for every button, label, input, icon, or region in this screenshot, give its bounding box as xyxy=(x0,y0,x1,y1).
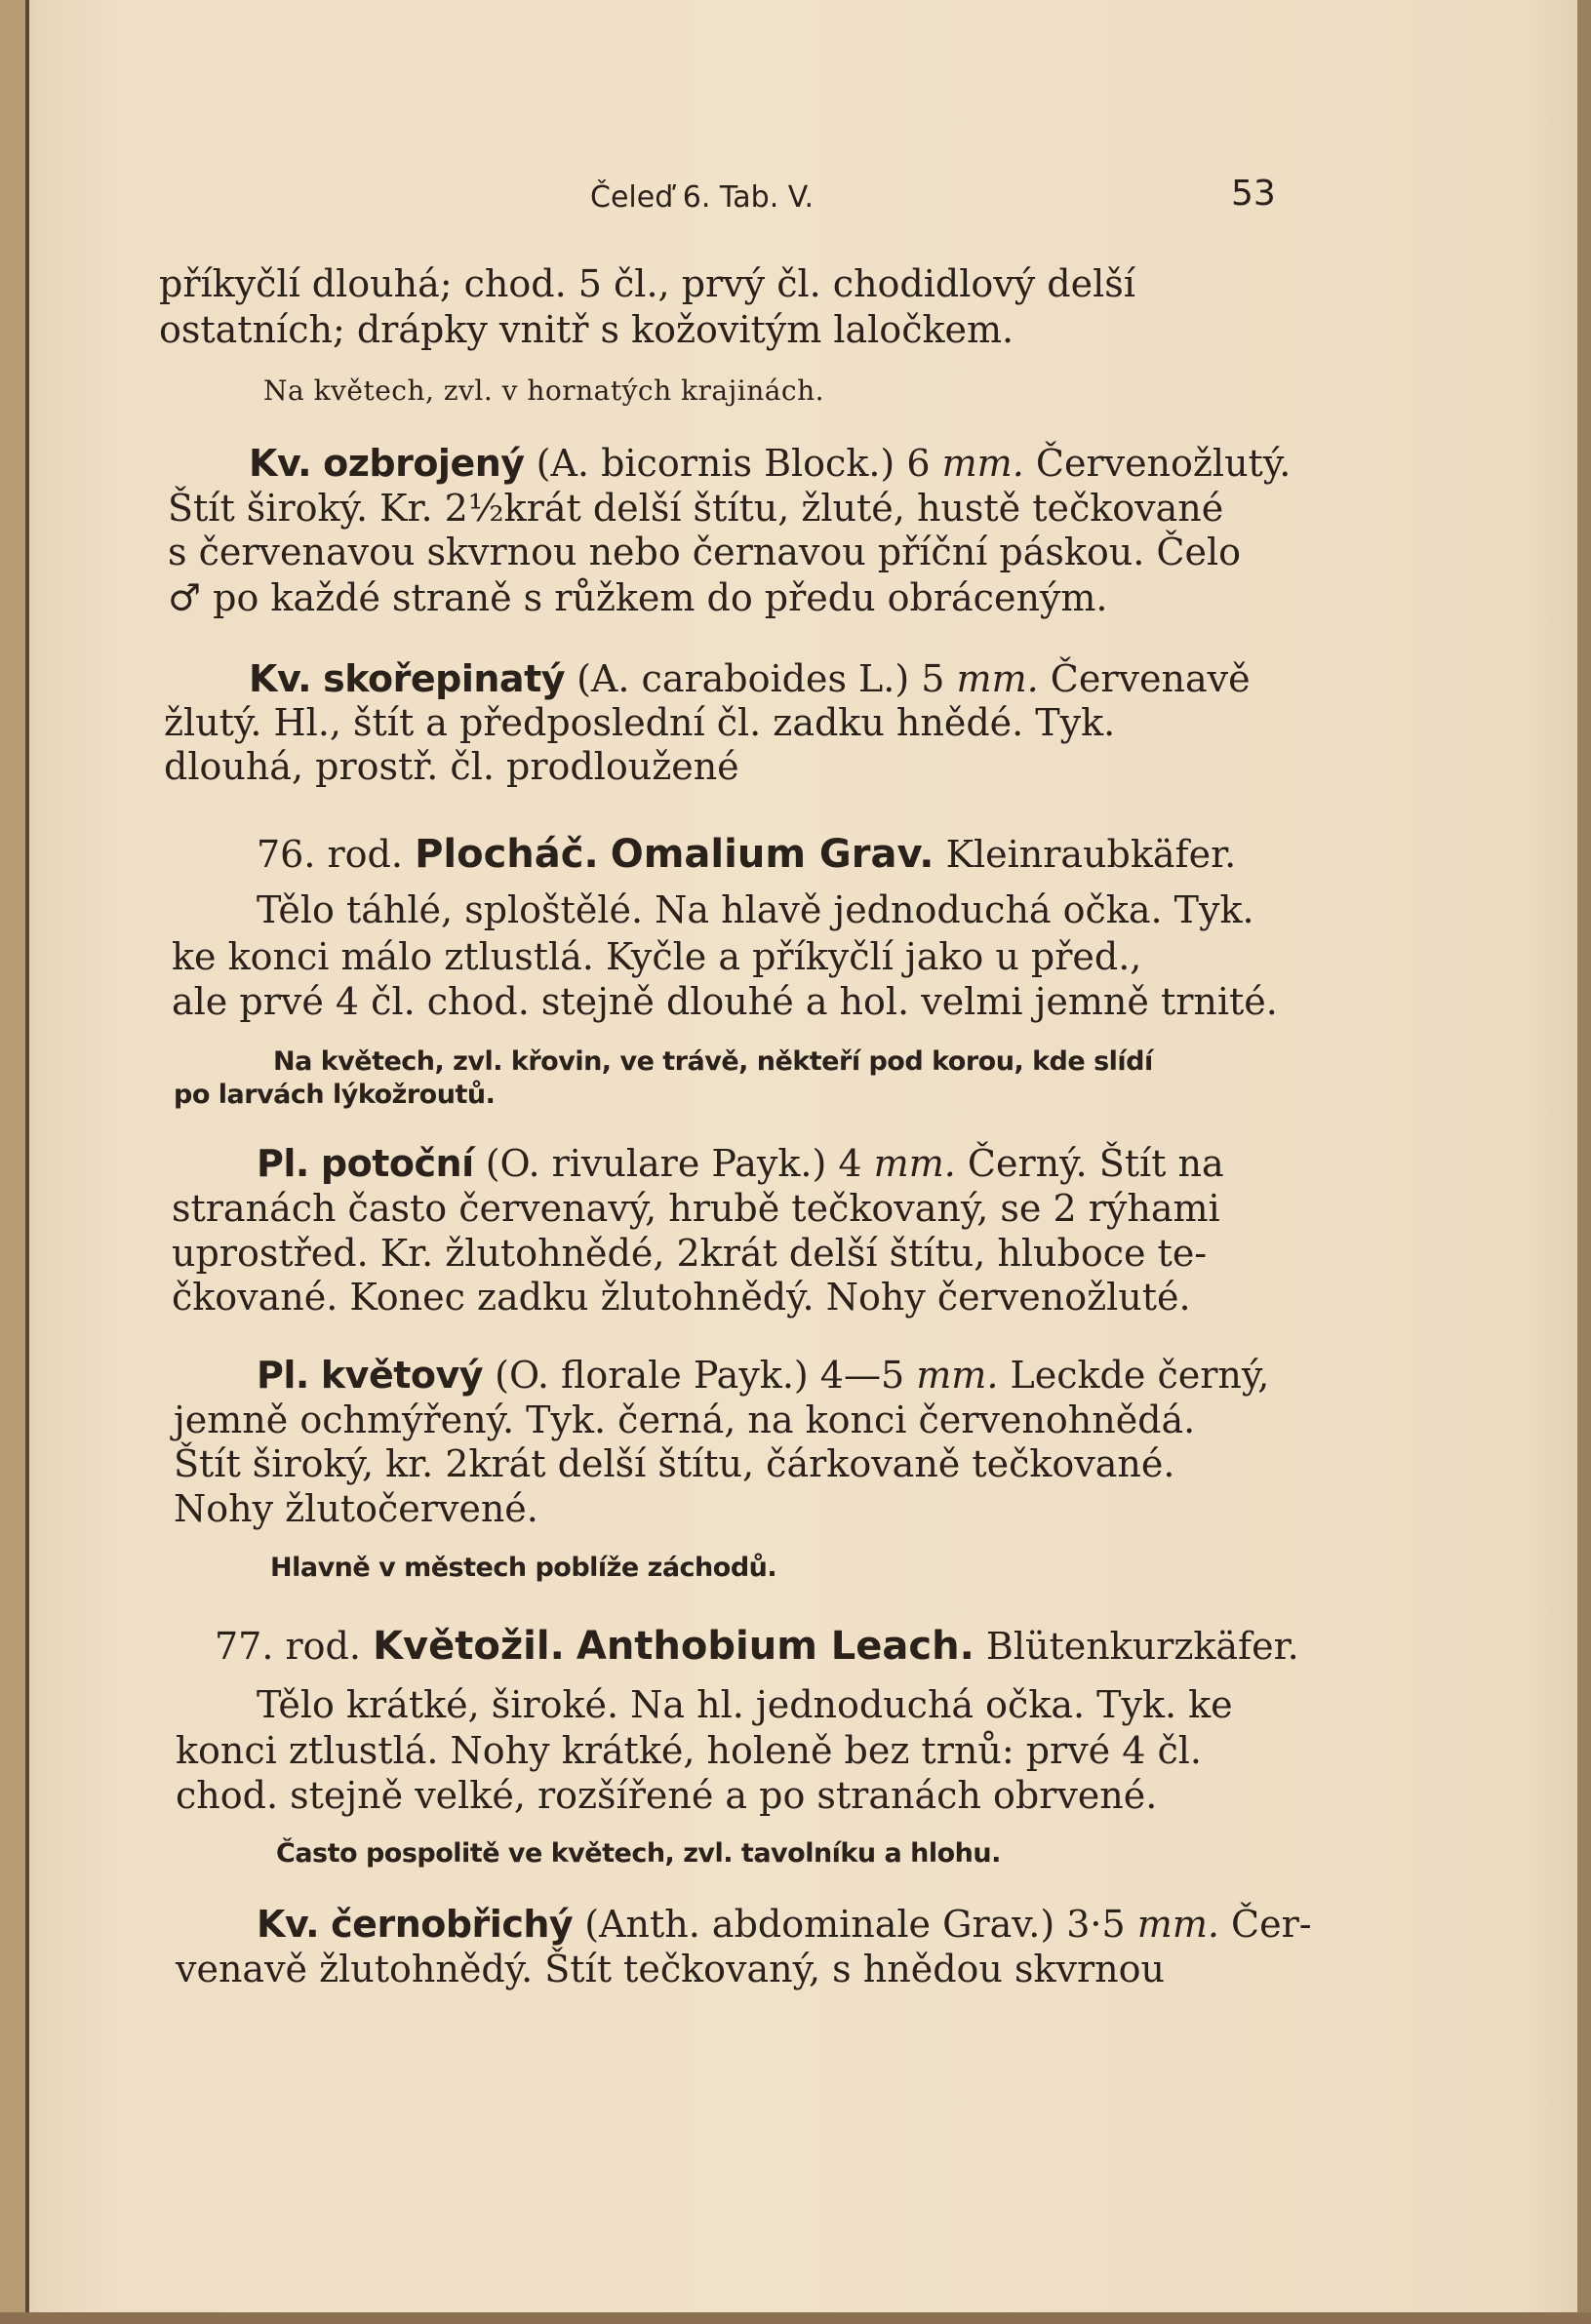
genus-abbreviation: Pl. xyxy=(257,1354,309,1397)
text-line: uprostřed. Kr. žlutohnědé, 2krát delší štítu, hluboce te- xyxy=(172,1232,1208,1275)
species-name: květový xyxy=(320,1354,484,1397)
note-line: Na květech, zvl. křovin, ve trávě, někteří pod korou, kde slídí xyxy=(273,1046,1153,1077)
text-line: čkované. Konec zadku žlutohnědý. Nohy červenožluté. xyxy=(172,1276,1191,1319)
genus-abbreviation: Kv. xyxy=(257,1903,320,1946)
species-entry-kvetovy xyxy=(257,1353,1269,1398)
text-span: Leckde černý, xyxy=(1010,1354,1270,1397)
species-name: ozbrojený xyxy=(323,442,525,485)
text-line: Štít široký, kr. 2krát delší štítu, čárkovaně tečkované. xyxy=(174,1442,1175,1485)
unit: mm. xyxy=(916,1354,999,1397)
rank-label: 76. rod. xyxy=(257,833,403,876)
unit: mm. xyxy=(873,1142,956,1185)
genus-abbreviation: Kv. xyxy=(249,657,312,700)
note-line: Hlavně v městech poblíže záchodů. xyxy=(270,1553,777,1583)
text-line: chod. stejně velké, rozšířené a po stranách obrvené. xyxy=(176,1774,1158,1817)
species-entry-cernobrichy xyxy=(257,1902,1312,1947)
species-entry-ozbrojeny xyxy=(249,441,1291,486)
text-line: stranách často červenavý, hrubě tečkovaný, se 2 rýhami xyxy=(172,1187,1220,1230)
text-line: příkyčlí dlouhá; chod. 5 čl., prvý čl. chodidlový delší xyxy=(159,262,1135,305)
page-number: 53 xyxy=(1231,174,1276,214)
genus-latin-name: Omalium Grav. xyxy=(610,832,935,877)
genus-abbreviation: Kv. xyxy=(249,442,312,485)
species-name: skořepinatý xyxy=(323,657,566,700)
page-edge-bottom xyxy=(0,2312,1591,2324)
species-entry-potocni xyxy=(257,1141,1224,1186)
unit: mm. xyxy=(941,442,1024,485)
text-line: s červenavou skvrnou nebo černavou příční páskou. Čelo xyxy=(168,531,1242,573)
note-line: po larvách lýkožroutů. xyxy=(174,1080,496,1110)
text-line: ♂ po každé straně s růžkem do předu obráceným. xyxy=(168,576,1108,619)
german-name: Kleinraubkäfer. xyxy=(945,833,1237,876)
genus-latin-name: Anthobium Leach. xyxy=(576,1624,974,1669)
genus-czech-name: Plocháč. xyxy=(415,832,599,877)
text-line: Nohy žlutočervené. xyxy=(174,1487,538,1530)
note-line: Často pospolitě ve květech, zvl. tavolníku a hlohu. xyxy=(276,1838,1001,1869)
text-span: (Anth. abdominale Grav.) 3·5 xyxy=(584,1903,1126,1946)
text-line: venavě žlutohnědý. Štít tečkovaný, s hnědou skvrnou xyxy=(176,1948,1165,1990)
species-name: potoční xyxy=(320,1142,474,1185)
text-line: ale prvé 4 čl. chod. stejně dlouhé a hol. velmi jemně trnité. xyxy=(172,980,1278,1023)
text-line: Štít široký. Kr. 2½krát delší štítu, žluté, hustě tečkované xyxy=(168,487,1224,530)
german-name: Blütenkurzkäfer. xyxy=(985,1625,1299,1668)
text-line: Tělo krátké, široké. Na hl. jednoduchá očka. Tyk. ke xyxy=(257,1683,1233,1726)
text-line: ostatních; drápky vnitř s kožovitým laločkem. xyxy=(159,308,1014,351)
text-span: Červenožlutý. xyxy=(1035,442,1292,485)
text-span: (A. caraboides L.) 5 xyxy=(577,657,945,700)
text-span: Černý. Štít na xyxy=(967,1142,1224,1185)
genus-heading-omalium xyxy=(257,832,1236,877)
text-line: žlutý. Hl., štít a předposlední čl. zadku hnědé. Tyk. xyxy=(164,701,1116,744)
unit: mm. xyxy=(1136,1903,1219,1946)
genus-abbreviation: Pl. xyxy=(257,1142,309,1185)
text-span: Čer- xyxy=(1231,1903,1312,1946)
rank-label: 77. rod. xyxy=(215,1625,361,1668)
text-line: dlouhá, prostř. čl. prodloužené xyxy=(164,745,739,788)
text-line: jemně ochmýřený. Tyk. černá, na konci červenohnědá. xyxy=(174,1398,1196,1441)
binding-edge-left xyxy=(0,0,25,2324)
text-line: Tělo táhlé, sploštělé. Na hlavě jednoduchá očka. Tyk. xyxy=(257,888,1254,931)
genus-czech-name: Květožil. xyxy=(373,1624,565,1669)
species-entry-skorepinaty xyxy=(249,656,1251,701)
text-span: Červenavě xyxy=(1050,657,1251,700)
running-title: Čeleď 6. Tab. V. xyxy=(590,180,814,215)
text-line: konci ztlustlá. Nohy krátké, holeně bez trnů: prvé 4 čl. xyxy=(176,1729,1202,1772)
genus-heading-anthobium xyxy=(215,1624,1299,1669)
text-span: (A. bicornis Block.) 6 xyxy=(536,442,931,485)
text-span: (O. rivulare Payk.) 4 xyxy=(485,1142,862,1185)
text-span: (O. florale Payk.) 4—5 xyxy=(495,1354,905,1397)
note-line: Na květech, zvl. v hornatých krajinách. xyxy=(263,374,825,407)
unit: mm. xyxy=(956,657,1039,700)
page-edge-right xyxy=(1577,0,1591,2324)
binding-shadow xyxy=(25,0,29,2324)
species-name: černobřichý xyxy=(331,1903,574,1946)
text-line: ke konci málo ztlustlá. Kyčle a příkyčlí jako u před., xyxy=(172,935,1142,978)
